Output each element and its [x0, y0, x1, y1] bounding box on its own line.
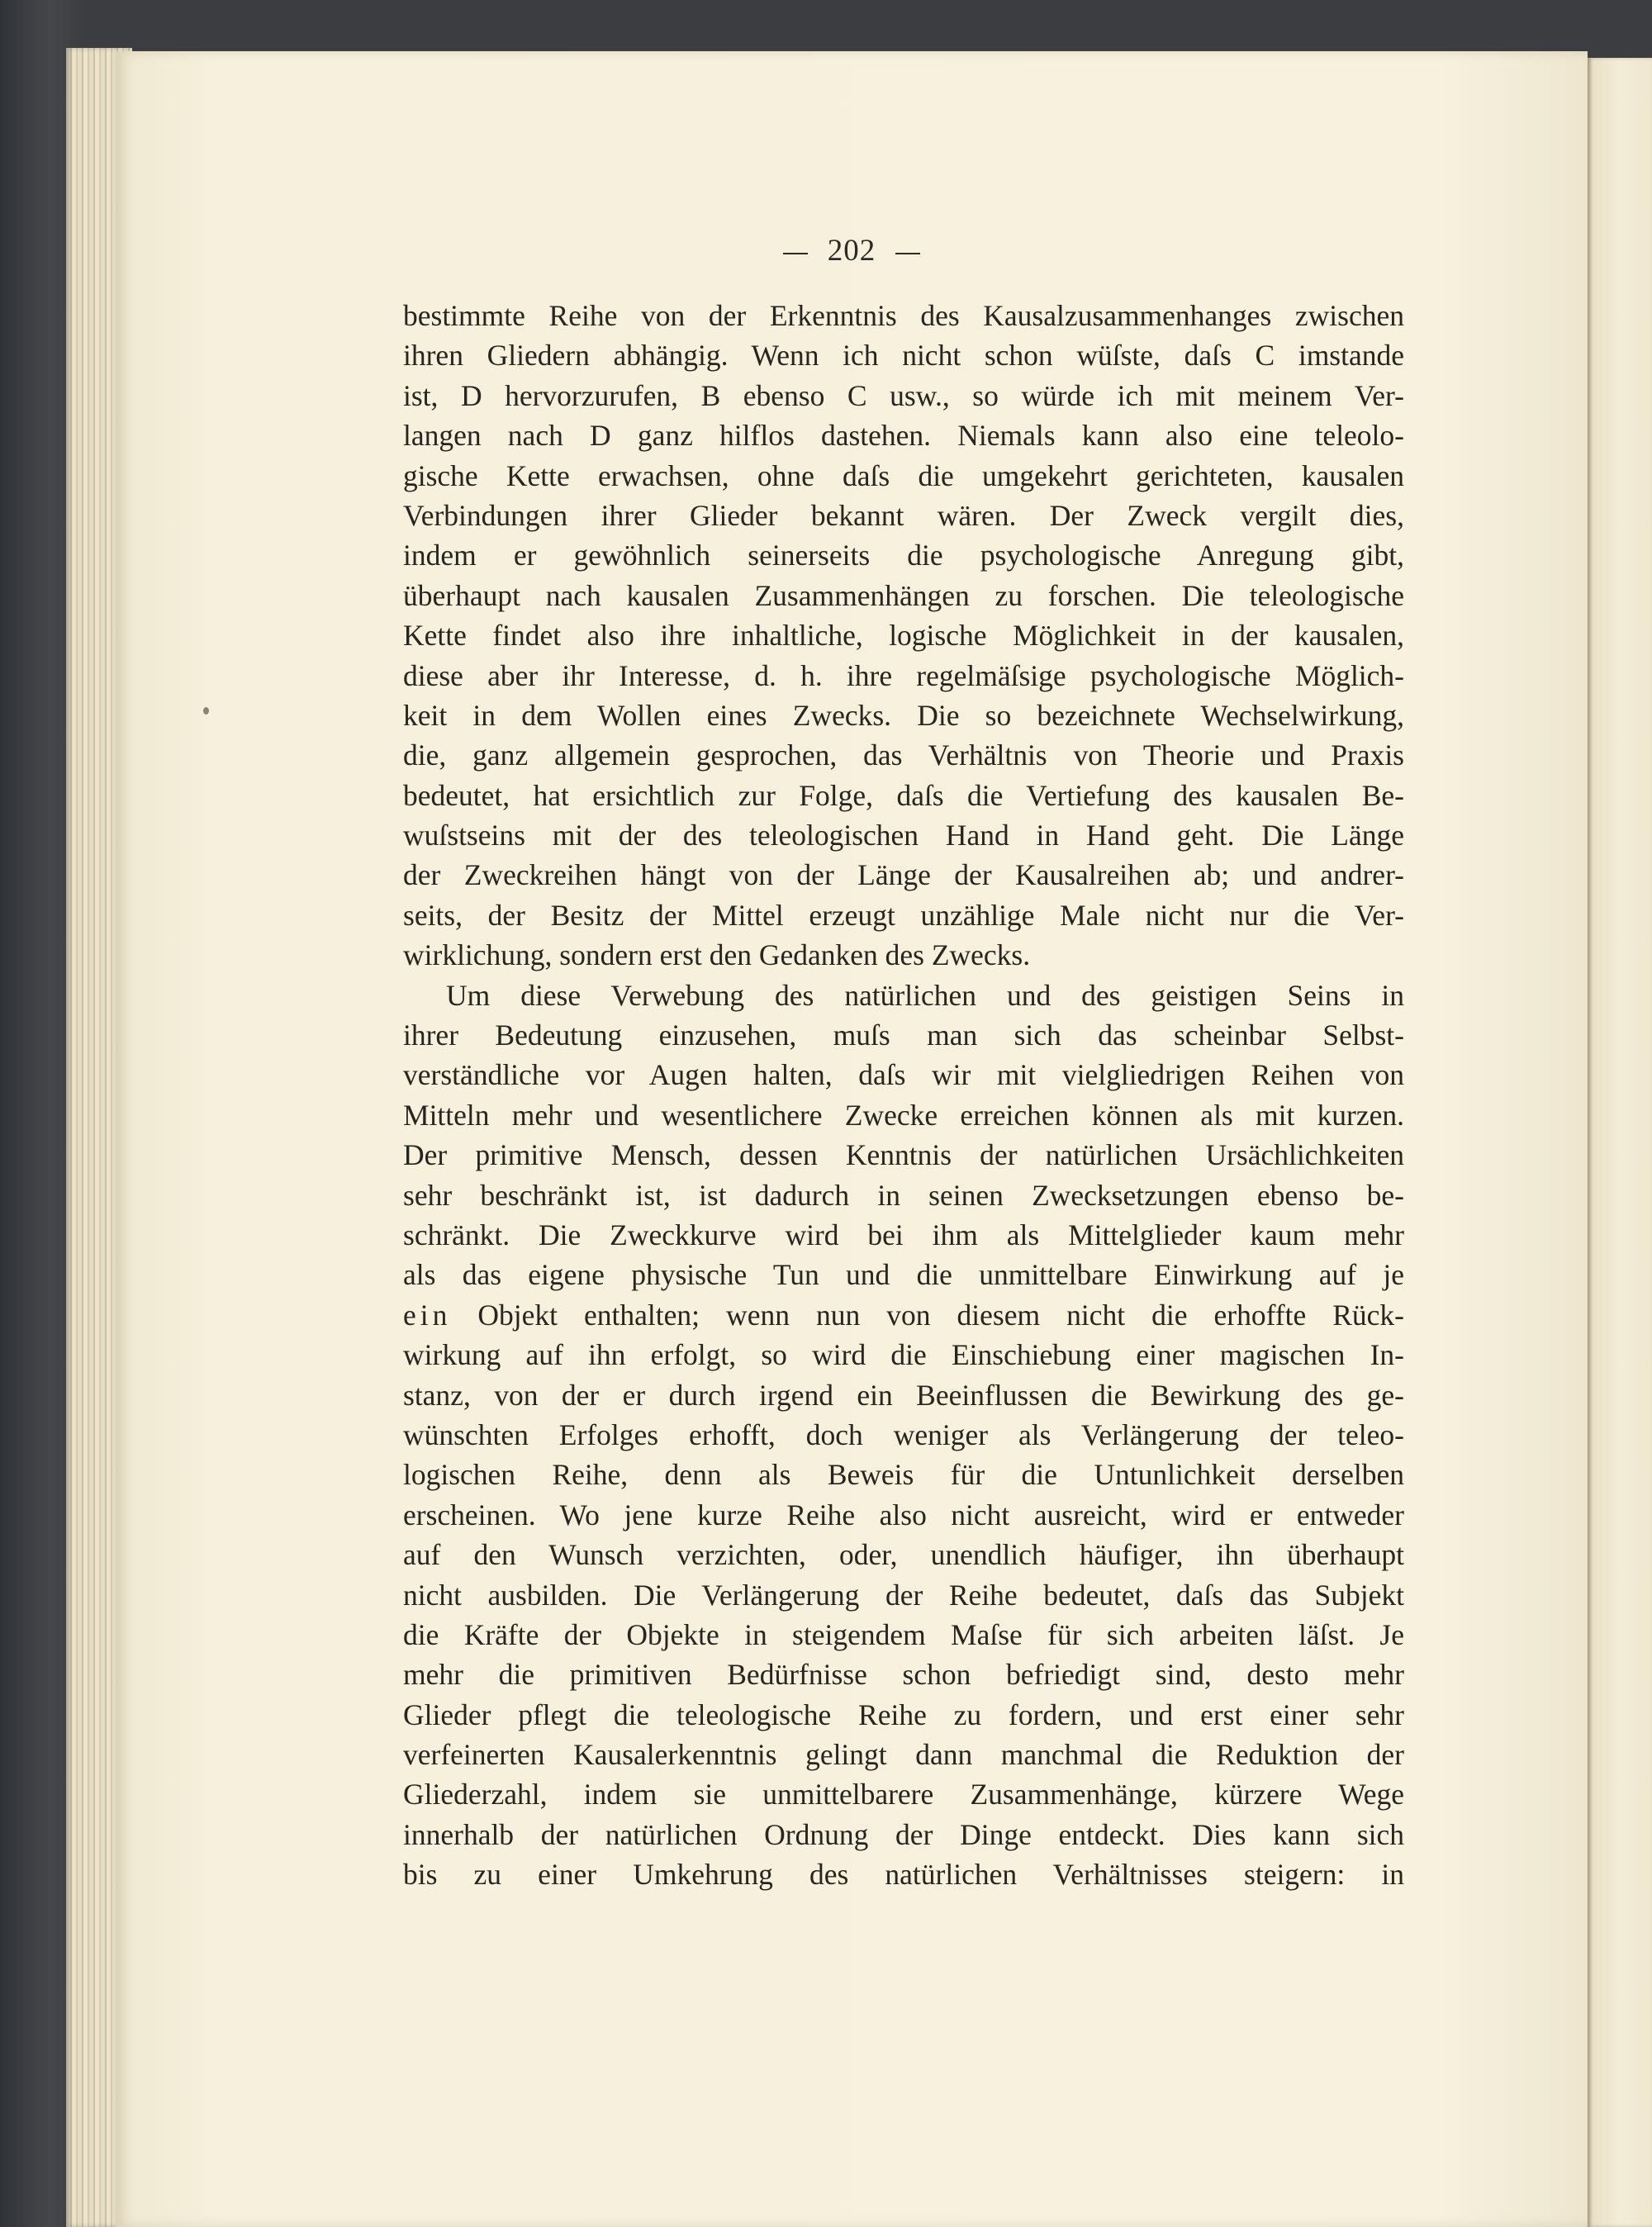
text-line: innerhalb der natürlichen Ordnung der Dinge entdeckt. Dies kann sich — [403, 1817, 1404, 1851]
text-line: keit in dem Wollen eines Zwecks. Die so bezeichnete Wechselwirkung, — [403, 698, 1404, 732]
text-line: verständliche vor Augen halten, daſs wir mit vielgliedrigen Reihen von — [403, 1058, 1404, 1092]
text-line: schränkt. Die Zweckkurve wird bei ihm als Mittelglieder kaum mehr — [403, 1218, 1404, 1251]
page-number-header — [116, 233, 1588, 268]
text-line: bedeutet, hat ersichtlich zur Folge, daſs die Vertiefung des kausalen Be- — [403, 778, 1404, 812]
paper-speck — [203, 707, 209, 715]
text-line: die, ganz allgemein gesprochen, das Verhältnis von Theorie und Praxis — [403, 738, 1404, 772]
text-line: logischen Reihe, denn als Beweis für die Untunlichkeit derselben — [403, 1458, 1404, 1492]
text-line: seits, der Besitz der Mittel erzeugt unzählige Male nicht nur die Ver- — [403, 898, 1404, 932]
text-line: bis zu einer Umkehrung des natürlichen Verhältnisses steigern: in — [403, 1858, 1404, 1892]
text-line: ihrer Bedeutung einzusehen, muſs man sich das scheinbar Selbst- — [403, 1019, 1404, 1052]
text-line: auf den Wunsch verzichten, oder, unendlich häufiger, ihn überhaupt — [403, 1538, 1404, 1572]
text-line: als das eigene physische Tun und die unmittelbare Einwirkung auf je — [403, 1258, 1404, 1292]
text-line: wuſstseins mit der des teleologischen Hand in Hand geht. Die Länge — [403, 819, 1404, 852]
dash-left — [783, 253, 808, 254]
paragraph-start-line: Um diese Verwebung des natürlichen und des geistigen Seins in — [446, 978, 1404, 1012]
text-line: sehr beschränkt ist, ist dadurch in seinen Zwecksetzungen ebenso be- — [403, 1178, 1404, 1212]
page-number: 202 — [827, 234, 876, 268]
text-line: erscheinen. Wo jene kurze Reihe also nicht ausreicht, wird er entweder — [403, 1498, 1404, 1531]
text-line: stanz, von der er durch irgend ein Beeinflussen die Bewirkung des ge- — [403, 1378, 1404, 1412]
text-line: der Zweckreihen hängt von der Länge der Kausalreihen ab; und andrer- — [403, 858, 1404, 892]
text-line: ihren Gliedern abhängig. Wenn ich nicht schon wüſste, daſs C imstande — [403, 339, 1404, 373]
text-line: Gliederzahl, indem sie unmittelbarere Zusammenhänge, kürzere Wege — [403, 1778, 1404, 1812]
text-line: wirkung auf ihn erfolgt, so wird die Einschiebung einer magischen In- — [403, 1338, 1404, 1372]
body-text — [403, 296, 1404, 1895]
text-line: Der primitive Mensch, dessen Kenntnis der natürlichen Ursächlichkeiten — [403, 1138, 1404, 1172]
text-line: Kette findet also ihre inhaltliche, logische Möglichkeit in der kausalen, — [403, 619, 1404, 653]
text-line: bestimmte Reihe von der Erkenntnis des Kausalzusammenhanges zwischen — [403, 299, 1404, 332]
text-line: überhaupt nach kausalen Zusammenhängen zu forschen. Die teleologische — [403, 578, 1404, 612]
paragraph-end-line: wirklichung, sondern erst den Gedanken des Zwecks. — [403, 938, 1031, 972]
text-line: gische Kette erwachsen, ohne daſs die umgekehrt gerichteten, kausalen — [403, 458, 1404, 492]
text-line: die Kräfte der Objekte in steigendem Maſse für sich arbeiten läſst. Je — [403, 1617, 1404, 1651]
text-line: langen nach D ganz hilflos dastehen. Niemals kann also eine teleolo- — [403, 419, 1404, 453]
spaced-emphasis-word: ein — [403, 1298, 452, 1332]
text-line: diese aber ihr Interesse, d. h. ihre regelmäſsige psychologische Möglich- — [403, 658, 1404, 692]
text-line: mehr die primitiven Bedürfnisse schon befriedigt sind, desto mehr — [403, 1658, 1404, 1692]
text-line: Verbindungen ihrer Glieder bekannt wären. Der Zweck vergilt dies, — [403, 498, 1404, 532]
text-line: nicht ausbilden. Die Verlängerung der Reihe bedeutet, daſs das Subjekt — [403, 1578, 1404, 1612]
text-line: verfeinerten Kausalerkenntnis gelingt dann manchmal die Reduktion der — [403, 1738, 1404, 1772]
text-line: ist, D hervorzurufen, B ebenso C usw., so würde ich mit meinem Ver- — [403, 378, 1404, 412]
dash-right — [895, 253, 920, 254]
adjacent-page-edge — [1588, 58, 1652, 2227]
text-line: wünschten Erfolges erhofft, doch weniger als Verlängerung der teleo- — [403, 1417, 1404, 1451]
text-line: Glieder pflegt die teleologische Reihe zu fordern, und erst einer sehr — [403, 1698, 1404, 1731]
text-line-with-spaced-word: ein Objekt enthalten; wenn nun von diesem nicht die erhoffte Rück- — [403, 1298, 1404, 1332]
text-line: Mitteln mehr und wesentlichere Zwecke erreichen können als mit kurzen. — [403, 1098, 1404, 1132]
text-line: indem er gewöhnlich seinerseits die psychologische Anregung gibt, — [403, 539, 1404, 572]
